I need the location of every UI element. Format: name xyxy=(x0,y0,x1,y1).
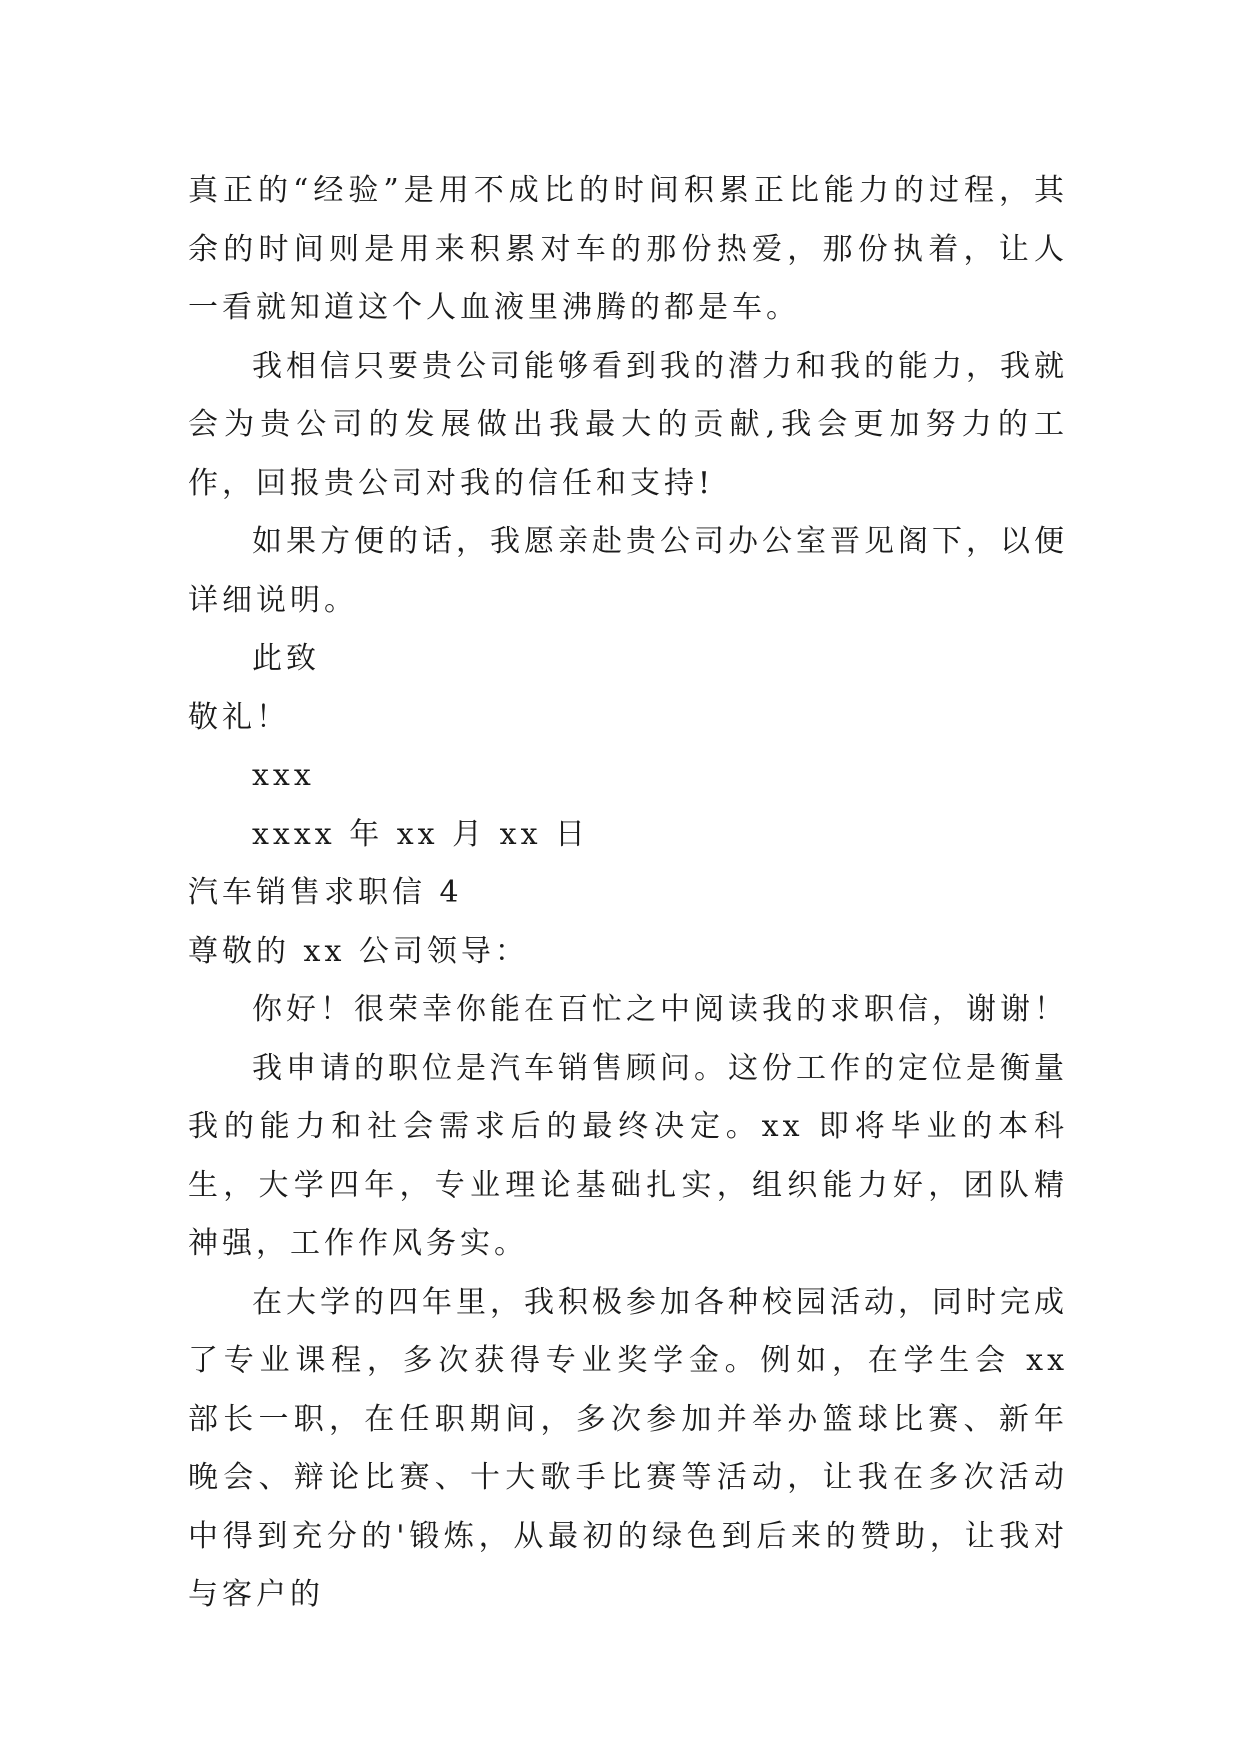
paragraph-visit-request: 如果方便的话，我愿亲赴贵公司办公室晋见阁下，以便详细说明。 xyxy=(188,524,1068,618)
paragraph-university: 在大学的四年里，我积极参加各种校园活动，同时完成了专业课程，多次获得专业奖学金。例如，在学生会 xx 部长一职，在任职期间，多次参加并举办篮球比赛、新年晚会、辩论比赛、十大歌手比赛等活动，让我在多次活动中得到充分的'锻炼，从最初的绿色到后来的赞助，让我对与客户的 xyxy=(188,1284,1068,1612)
closing-salutation: 此致 xyxy=(252,641,320,676)
paragraph-experience: 真正的“经验”是用不成比的时间积累正比能力的过程，其余的时间则是用来积累对车的那份热爱，那份执着，让人一看就知道这个人血液里沸腾的都是车。 xyxy=(188,173,1068,325)
closing-regards: 敬礼！ xyxy=(188,699,290,735)
signature-name: xxx xyxy=(252,758,315,793)
signature-date: xxxx 年 xx 月 xx 日 xyxy=(252,816,590,852)
section-title: 汽车销售求职信 4 xyxy=(188,875,463,910)
document-body xyxy=(188,162,1068,1625)
paragraph-position: 我申请的职位是汽车销售顾问。这份工作的定位是衡量我的能力和社会需求后的最终决定。xx 即将毕业的本科生，大学四年，专业理论基础扎实，组织能力好，团队精神强，工作作风务实。 xyxy=(188,1050,1068,1261)
letter-salutation: 尊敬的 xx 公司领导： xyxy=(188,933,529,969)
paragraph-potential: 我相信只要贵公司能够看到我的潜力和我的能力，我就会为贵公司的发展做出我最大的贡献,我会更加努力的工作，回报贵公司对我的信任和支持! xyxy=(188,348,1068,501)
paragraph-greeting: 你好！很荣幸你能在百忙之中阅读我的求职信，谢谢！ xyxy=(252,992,1068,1027)
